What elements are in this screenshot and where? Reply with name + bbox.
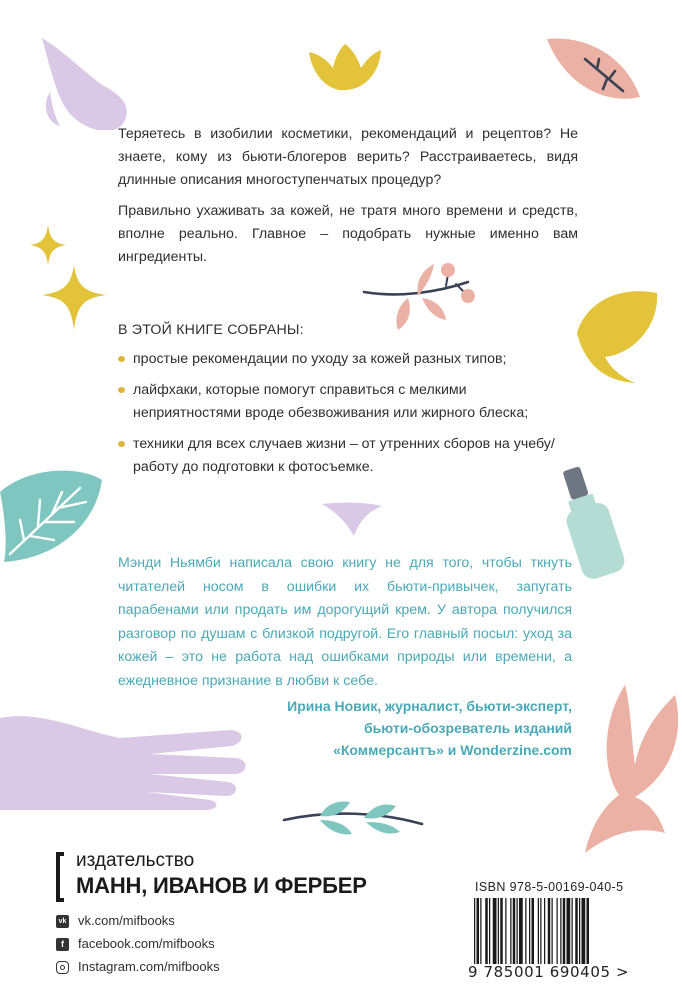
- barcode-bar: [560, 898, 561, 964]
- review-text: Мэнди Ньямби написала свою книгу не для того, чтобы ткнуть читателей носом в ошибки их бьюти-привычек, запугать парабенами или продать им дорогущий крем. У автора получился разговор по душам с близкой подругой. Его главный посыл: уход за кожей – это не работа над ошибками природы или времени, а ежедневное признание в любви к себе.: [118, 555, 572, 689]
- lavender-petal-icon: [320, 500, 385, 540]
- social-label: Instagram.com/mifbooks: [78, 959, 220, 974]
- barcode-bar: [519, 898, 523, 964]
- teal-leaf-icon: [0, 462, 105, 567]
- barcode-bar: [485, 898, 488, 964]
- hand-icon: [0, 700, 250, 810]
- barcode-bar: [505, 898, 506, 964]
- barcode-bar: [587, 898, 590, 964]
- barcode-bar: [548, 898, 551, 964]
- barcode-bar: [532, 898, 535, 964]
- barcode-icon: [472, 898, 632, 964]
- facebook-icon: f: [56, 938, 69, 951]
- author-role-1: , журналист, бьюти-эксперт,: [377, 698, 572, 714]
- barcode-bar: [557, 898, 558, 964]
- barcode-bar: [567, 898, 571, 964]
- list-item-text: простые рекомендации по уходу за кожей разных типов;: [133, 351, 507, 367]
- coral-tail-icon: [575, 685, 682, 855]
- barcode-bar: [540, 898, 541, 964]
- list-item-text: лайфхаки, которые помогут справиться с мелкими неприятностями вроде обезвоживания или жирного блеска;: [133, 382, 529, 421]
- barcode-bar: [525, 898, 526, 964]
- publisher-line-1: издательство: [76, 850, 195, 871]
- social-label: vk.com/mifbooks: [78, 913, 175, 928]
- bullet-dot-icon: [118, 441, 125, 447]
- barcode-bar: [489, 898, 490, 964]
- list-item: [118, 433, 578, 479]
- barcode-bar: [474, 898, 475, 964]
- barcode-bar: [480, 898, 481, 964]
- barcode-bar: [582, 898, 586, 964]
- yellow-leaf-icon: [575, 285, 665, 385]
- barcode-bar: [510, 898, 511, 964]
- publisher-line-2: МАНН, ИВАНОВ И ФЕРБЕР: [76, 873, 367, 898]
- barcode-bar: [498, 898, 499, 964]
- social-label: facebook.com/mifbooks: [78, 936, 215, 951]
- author-role-2: бьюти-обозреватель изданий: [364, 720, 572, 736]
- vk-icon: vk: [56, 915, 69, 928]
- intro-paragraph-1: Теряетесь в изобилии косметики, рекомендаций и рецептов? Не знаете, кому из бьюти-блогеров верить? Расстраиваетесь, видя длинные описания многоступенчатых процедур?: [118, 126, 578, 188]
- barcode-bar: [538, 898, 539, 964]
- lavender-splash-icon: [22, 30, 137, 130]
- author-role-3: «Коммерсантъ» и Wonderzine.com: [333, 742, 572, 758]
- barcode-bar: [517, 898, 518, 964]
- barcode-digits: 9 785001 690405 >: [468, 963, 630, 981]
- teal-branch-icon: [280, 800, 425, 840]
- barcode-bar: [513, 898, 516, 964]
- intro-paragraph-2: Правильно ухаживать за кожей, не тратя много времени и средств, вполне реально. Главное – подобрать нужные именно вам ингредиенты.: [118, 203, 578, 265]
- instagram-icon: [56, 961, 69, 974]
- barcode-bar: [579, 898, 580, 964]
- barcode-bar: [493, 898, 497, 964]
- contents-list: [118, 348, 578, 487]
- barcode-bar: [572, 898, 573, 964]
- bullet-dot-icon: [118, 356, 125, 362]
- yellow-tulip-icon: [305, 40, 385, 95]
- list-item: [118, 348, 578, 371]
- barcode-bar: [477, 898, 480, 964]
- contents-title: В ЭТОЙ КНИГЕ СОБРАНЫ:: [118, 322, 304, 338]
- barcode-bar: [544, 898, 545, 964]
- list-item: [118, 379, 578, 425]
- author-name: Ирина Новик: [287, 698, 378, 714]
- isbn-label: ISBN 978-5-00169-040-5: [475, 880, 624, 894]
- berry-branch-icon: [360, 262, 490, 337]
- bullet-dot-icon: [118, 387, 125, 393]
- author-line-1: [287, 695, 572, 717]
- barcode-bar: [575, 898, 578, 964]
- barcode-bar: [500, 898, 503, 964]
- coral-leaf-icon: [545, 35, 645, 105]
- sparkles-icon: [30, 225, 115, 340]
- bracket-icon: [56, 852, 64, 902]
- list-item-text: техники для всех случаев жизни – от утренних сборов на учебу/работу до подготовки к фотосъемке.: [133, 436, 555, 475]
- barcode-bar: [563, 898, 566, 964]
- barcode-bar: [552, 898, 553, 964]
- barcode-bar: [529, 898, 530, 964]
- review-author: [287, 695, 572, 761]
